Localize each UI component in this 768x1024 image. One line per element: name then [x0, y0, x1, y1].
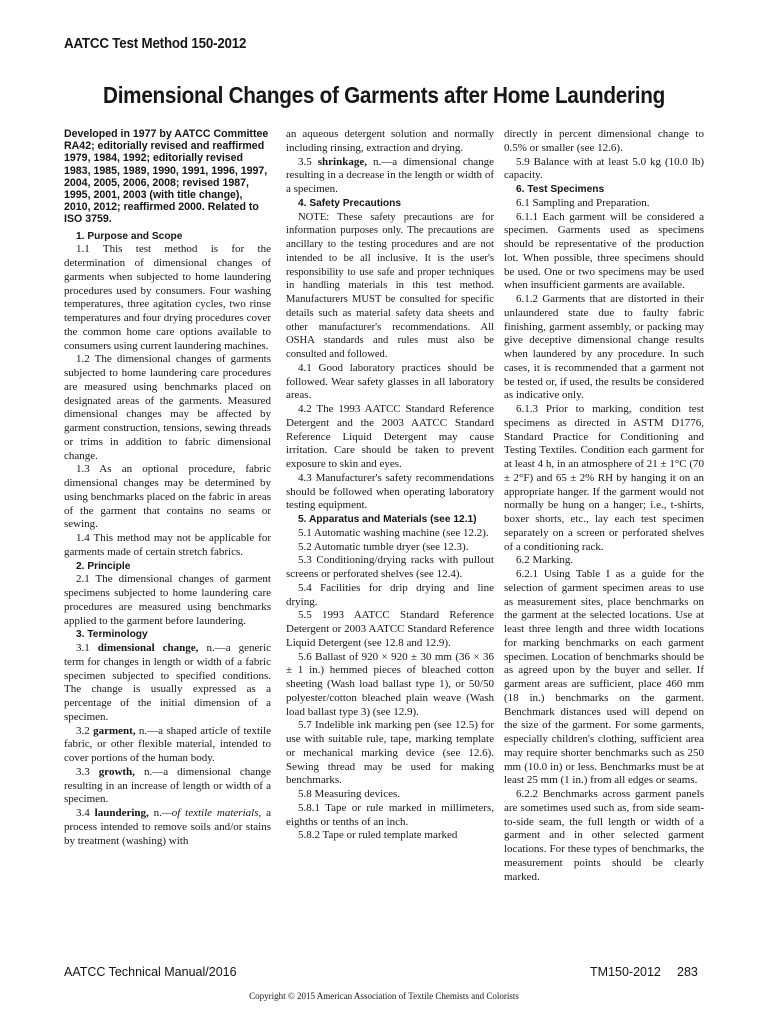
column-1	[64, 128, 271, 848]
column-2	[286, 128, 494, 843]
paragraph-5-1: 5.1 Automatic washing machine (see 12.2).	[298, 526, 489, 539]
paragraph-5-4: 5.4 Facilities for drip drying and line drying.	[286, 581, 494, 608]
section-heading-safety: 4. Safety Precautions	[298, 197, 402, 209]
term-pos: n.	[372, 155, 382, 168]
term-pos: n.	[143, 765, 153, 778]
footer-publication: AATCC Technical Manual/2016	[64, 965, 237, 979]
paragraph-6-1-2: 6.1.2 Garments that are distorted in their unlaundered state due to faulty fabric finishing, garment assembly, or packing may give deceptive dimensional change results when laundered by any procedure. In such cases, it is recommended that a garment not be tested or, if used, the results be considered as indicative only.	[504, 293, 704, 402]
paragraph-5-2: 5.2 Automatic tumble dryer (see 12.3).	[298, 540, 469, 553]
term-3-1: 3.1 dimensional change, n.—a generic term for changes in length or width of a fabric specimen subjected to specified conditions. The change is usually expressed as a percentage of the initial dimension of a specimen.	[64, 642, 272, 723]
paragraph-6-1-1: 6.1.1 Each garment will be considered a specimen. Garments used as specimens should be representative of the production lot. When possible, three specimens should be used. One or two specimens may be used when insufficient garments are available.	[504, 210, 704, 292]
paragraph-1-3: 1.3 As an optional procedure, fabric dimensional changes may be determined by using benchmarks placed on the fabric in areas of the garment that contains no seams or sewing.	[64, 463, 271, 531]
term-definition: —a dimensional change resulting in a decrease in the length or width of a specimen.	[286, 155, 495, 195]
paragraph-5-7: 5.7 Indelible ink marking pen (see 12.5) for use with suitable rule, tape, marking template or mechanical marking device (see 12.6). Sewing thread may be used for making benchmarks.	[286, 719, 494, 787]
paragraph-4-3: 4.3 Manufacturer's safety recommendations should be followed when operating laboratory testing equipment.	[286, 471, 494, 512]
term-3-5: 3.5 shrinkage, n.—a dimensional change resulting in a decrease in the length or width of a specimen.	[286, 155, 495, 195]
test-method-number: AATCC Test Method 150-2012	[64, 36, 247, 52]
paragraph-6-2-1: 6.2.1 Using Table I as a guide for the selection of garment specimen areas to use as measurement sites, place benchmarks on the garment at the selected locations. Use at least three length and three width locations for marking benchmarks on each garment specimen. Location of benchmarks should be as agreed upon by the buyer and seller. If garment areas are sufficient, place 460 mm (18 in.) benchmarks on the garment. Benchmark distances used will depend on the size of the garment. For some garments, especially children's clothing, sufficient area may require shorter benchmarks such as 250 mm (10.0 in) or less. Benchmarks must be at least 25 mm (1 in.) from all edges or seams.	[504, 568, 704, 787]
paragraph-5-9: 5.9 Balance with at least 5.0 kg (10.0 lb) capacity.	[504, 155, 704, 182]
term-name: dimensional change,	[97, 642, 199, 655]
paragraph-4-2: 4.2 The 1993 AATCC Standard Reference Detergent and the 2003 AATCC Standard Reference Liquid Detergent may cause irritation. Care should be taken to prevent exposure to skin and eyes.	[286, 403, 494, 470]
paragraph-4-1: 4.1 Good laboratory practices should be followed. Wear safety glasses in all laboratory areas.	[286, 361, 494, 402]
development-history: Developed in 1977 by AATCC Committee RA42; editorially revised and reaffirmed 1979, 1984, 1992; editorially revised 1983, 1985, 1989, 1990, 1991, 1996, 1997, 2004, 2005, 2006, 2008; revised 1987, 1995, 2001, 2003 (with title change), 2010, 2012; reaffirmed 2000. Related to ISO 3759.	[64, 128, 269, 226]
term-name: growth,	[98, 765, 135, 778]
paragraph-6-2: 6.2 Marking.	[516, 554, 574, 567]
term-3-3: 3.3 growth, n.—a dimensional change resulting in an increase of length or width of a specimen.	[64, 765, 272, 806]
paragraph-5-6: 5.6 Ballast of 920 × 920 ± 30 mm (36 × 36 ± 1 in.) hemmed pieces of bleached cotton sheeting (Wash load ballast type 1), or 50/50 polyester/cotton bleached plain weave (Wash load ballast type 3) (see 12.9).	[286, 650, 494, 718]
footer-test-method: TM150-2012	[590, 965, 661, 979]
section-heading-apparatus: 5. Apparatus and Materials (see 12.1)	[298, 514, 477, 525]
term-qualifier: —of textile materials,	[161, 807, 262, 820]
paragraph-6-1: 6.1 Sampling and Preparation.	[516, 196, 650, 209]
paragraph-1-4: 1.4 This method may not be applicable for garments made of certain stretch fabrics.	[64, 532, 271, 558]
term-name: laundering,	[94, 807, 149, 820]
safety-note: NOTE: These safety precautions are for information purposes only. The precautions are ancillary to the testing procedures and are not intended to be all inclusive. It is the user's responsibility to use safe and proper techniques in handling materials in this test method. Manufacturers MUST be consulted for specific details such as material safety data sheets and other manufacturer's recommendations. All OSHA standards and rules must also be consulted and followed.	[286, 211, 494, 360]
section-heading-purpose-scope: 1. Purpose and Scope	[76, 230, 183, 242]
paragraph-5-8-2: 5.8.2 Tape or ruled template marked	[298, 829, 458, 842]
term-3-2: 3.2 garment, n.—a shaped article of textile fabric, or other flexible material, intended to cover portions of the human body.	[64, 724, 271, 765]
section-heading-terminology: 3. Terminology	[76, 629, 148, 641]
term-name: shrinkage,	[317, 155, 367, 168]
copyright-notice: Copyright © 2015 American Association of Textile Chemists and Colorists	[249, 991, 519, 1001]
document-title: Dimensional Changes of Garments after Home Laundering	[103, 82, 665, 108]
term-definition: —a generic term for changes in length or width of a fabric specimen subjected to specified conditions. The change is usually expressed as a percentage of the initial dimension of a specimen.	[64, 642, 272, 723]
paragraph-continued: an aqueous detergent solution and normally including rinsing, extraction and drying.	[286, 128, 494, 154]
term-name: garment,	[93, 724, 136, 737]
term-definition: a process intended to remove soils and/or stains by treatment (washing) with	[64, 807, 272, 847]
term-3-4: 3.4 laundering, n.—of textile materials, a process intended to remove soils and/or stains by treatment (washing) with	[64, 807, 272, 847]
page-number: 283	[677, 965, 698, 979]
column-3	[504, 128, 704, 884]
term-definition: —a shaped article of textile fabric, or other flexible material, intended to cover portions of the human body.	[64, 724, 271, 765]
paragraph-6-1-3: 6.1.3 Prior to marking, condition test specimens as directed in ASTM D1776, Standard Practice for Conditioning and Testing Textiles. Condition each garment for at least 4 h, in an atmosphere of 21 ± 1°C (70 ± 2°F) and 65 ± 2% RH by hanging it on an appropriate hanger. If the garment would not normally be hung on a hanger; i.e., t-shirts, boxer shorts, etc., lay each test specimen separately on a screen or perforated shelves of a conditioning rack.	[504, 403, 704, 553]
term-definition: —a dimensional change resulting in an increase of length or width of a specimen.	[64, 765, 272, 806]
term-pos: n.	[206, 642, 215, 655]
paragraph-5-3: 5.3 Conditioning/drying racks with pullout screens or perforated shelves (see 12.4).	[286, 554, 494, 580]
paragraph-5-8: 5.8 Measuring devices.	[298, 788, 401, 800]
paragraph-5-8-1: 5.8.1 Tape or rule marked in millimeters, eighths or tenths of an inch.	[286, 801, 494, 828]
paragraph-6-2-2: 6.2.2 Benchmarks across garment panels are sometimes used such as, from side seam-to-side seam, the full length or width of a garment and in other selected garment locations. For these types of benchmarks, the measurement points should be clearly marked.	[504, 788, 704, 883]
paragraph-1-1: 1.1 This test method is for the determination of dimensional changes of garments when subjected to home laundering procedures used by consumers. Four washing temperatures, three agitation cycles, two rinse temperatures and four drying procedures cover the common home care options available to consumers using current laundering machines.	[64, 243, 271, 352]
term-pos: n.	[138, 724, 148, 737]
paragraph-2-1: 2.1 The dimensional changes of garment specimens subjected to home laundering care procedures are measured using benchmarks applied to the garment before laundering.	[64, 573, 271, 627]
paragraph-1-2: 1.2 The dimensional changes of garments subjected to home laundering care procedures are measured using benchmarks placed on designated areas of the garments. Measured dimensional changes may be affected by garment construction, tensions, sewing threads or trims in addition to fabric dimensional change.	[64, 353, 271, 462]
term-pos: n.	[153, 807, 162, 820]
section-heading-test-specimens: 6. Test Specimens	[516, 184, 605, 195]
paragraph-continued: directly in percent dimensional change to 0.5% or smaller (see 12.6).	[504, 128, 704, 154]
paragraph-5-5: 5.5 1993 AATCC Standard Reference Detergent or 2003 AATCC Standard Reference Liquid Detergent (see 12.8 and 12.9).	[286, 609, 494, 649]
section-heading-principle: 2. Principle	[76, 560, 131, 572]
